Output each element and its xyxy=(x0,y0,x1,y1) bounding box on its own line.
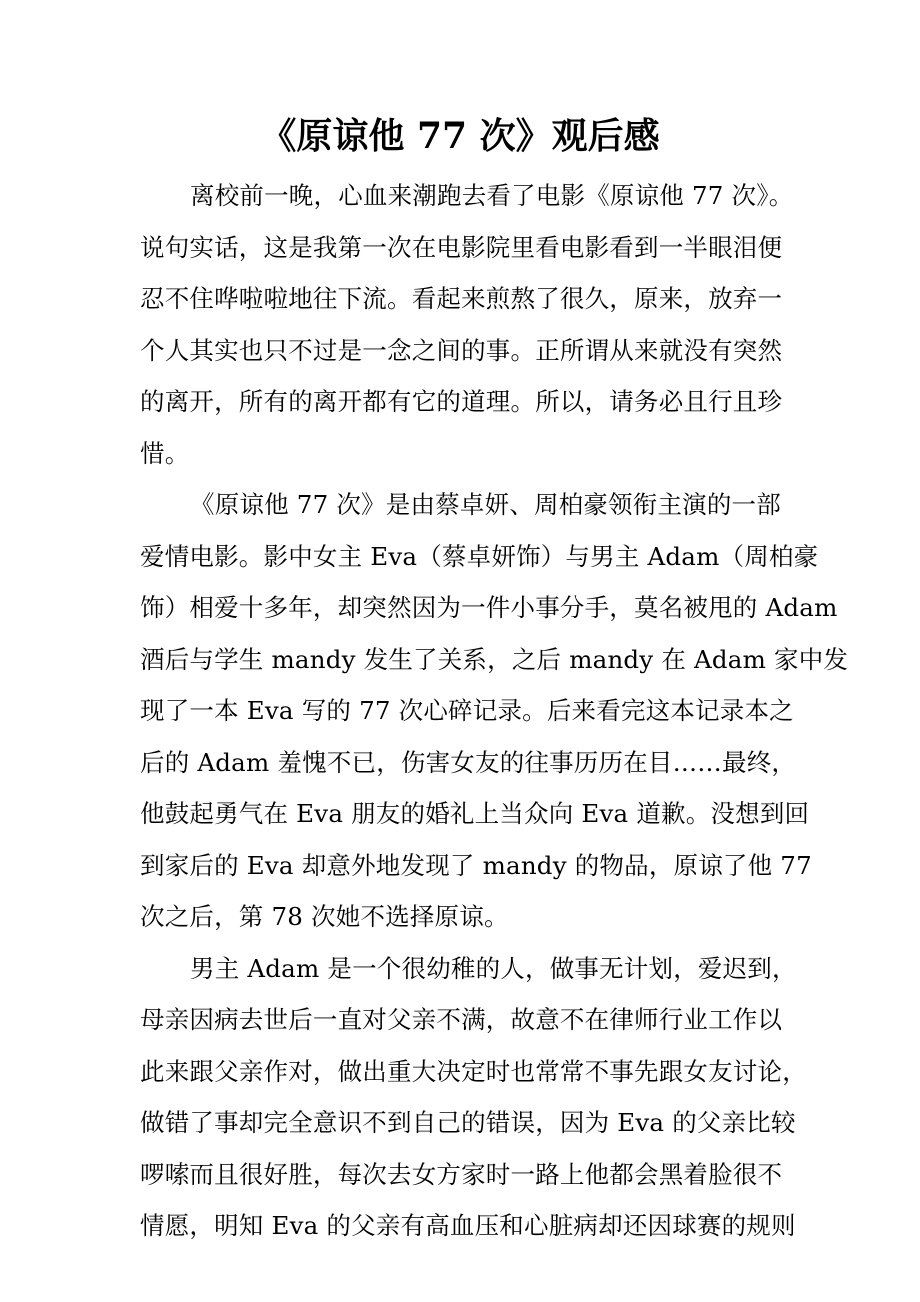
text-line: 《原谅他 77 次》是由蔡卓妍、周柏豪领衔主演的一部 xyxy=(190,490,781,519)
text-line: 后的 Adam 羞愧不已，伤害女友的往事历历在目……最终， xyxy=(140,747,797,777)
page-title: 《原谅他 77 次》观后感 xyxy=(260,115,660,157)
text-line: 酒后与学生 mandy 发生了关系，之后 mandy 在 Adam 家中发 xyxy=(140,644,849,674)
document-body xyxy=(140,170,849,1252)
text-line: 次之后，第 78 次她不选择原谅。 xyxy=(140,902,509,931)
paragraph-2 xyxy=(140,479,849,943)
paragraph-3 xyxy=(140,943,807,1252)
paragraph-1 xyxy=(140,170,794,479)
text-line: 惜。 xyxy=(140,438,190,468)
text-line: 啰嗦而且很好胜，每次去女方家时一路上他都会黑着脸很不 xyxy=(140,1159,783,1189)
text-line: 现了一本 Eva 写的 77 次心碎记录。后来看完这本记录本之 xyxy=(140,696,794,725)
text-line: 男主 Adam 是一个很幼稚的人，做事无计划，爱迟到， xyxy=(190,953,797,983)
text-line: 此来跟父亲作对，做出重大决定时也常常不事先跟女友讨论， xyxy=(140,1056,807,1086)
text-line: 个人其实也只不过是一念之间的事。正所谓从来就没有突然 xyxy=(140,335,783,365)
text-line: 他鼓起勇气在 Eva 朋友的婚礼上当众向 Eva 道歉。没想到回 xyxy=(140,799,810,828)
text-line: 做错了事却完全意识不到自己的错误，因为 Eva 的父亲比较 xyxy=(140,1108,796,1137)
text-line: 母亲因病去世后一直对父亲不满，故意不在律师行业工作以 xyxy=(140,1005,783,1034)
text-line: 到家后的 Eva 却意外地发现了 mandy 的物品，原谅了他 77 xyxy=(140,850,812,880)
text-line: 说句实话，这是我第一次在电影院里看电影看到一半眼泪便 xyxy=(140,232,783,262)
text-line: 离校前一晚，心血来潮跑去看了电影《原谅他 77 次》。 xyxy=(190,181,794,210)
text-line: 饰）相爱十多年，却突然因为一件小事分手，莫名被甩的 Adam xyxy=(140,593,838,622)
text-line: 情愿，明知 Eva 的父亲有高血压和心脏病却还因球赛的规则 xyxy=(140,1211,796,1240)
text-line: 爱情电影。影中女主 Eva（蔡卓妍饰）与男主 Adam（周柏豪 xyxy=(140,541,819,571)
text-line: 的离开，所有的离开都有它的道理。所以，请务必且行且珍 xyxy=(140,387,783,416)
text-line: 忍不住哗啦啦地往下流。看起来煎熬了很久，原来，放弃一 xyxy=(140,284,783,313)
